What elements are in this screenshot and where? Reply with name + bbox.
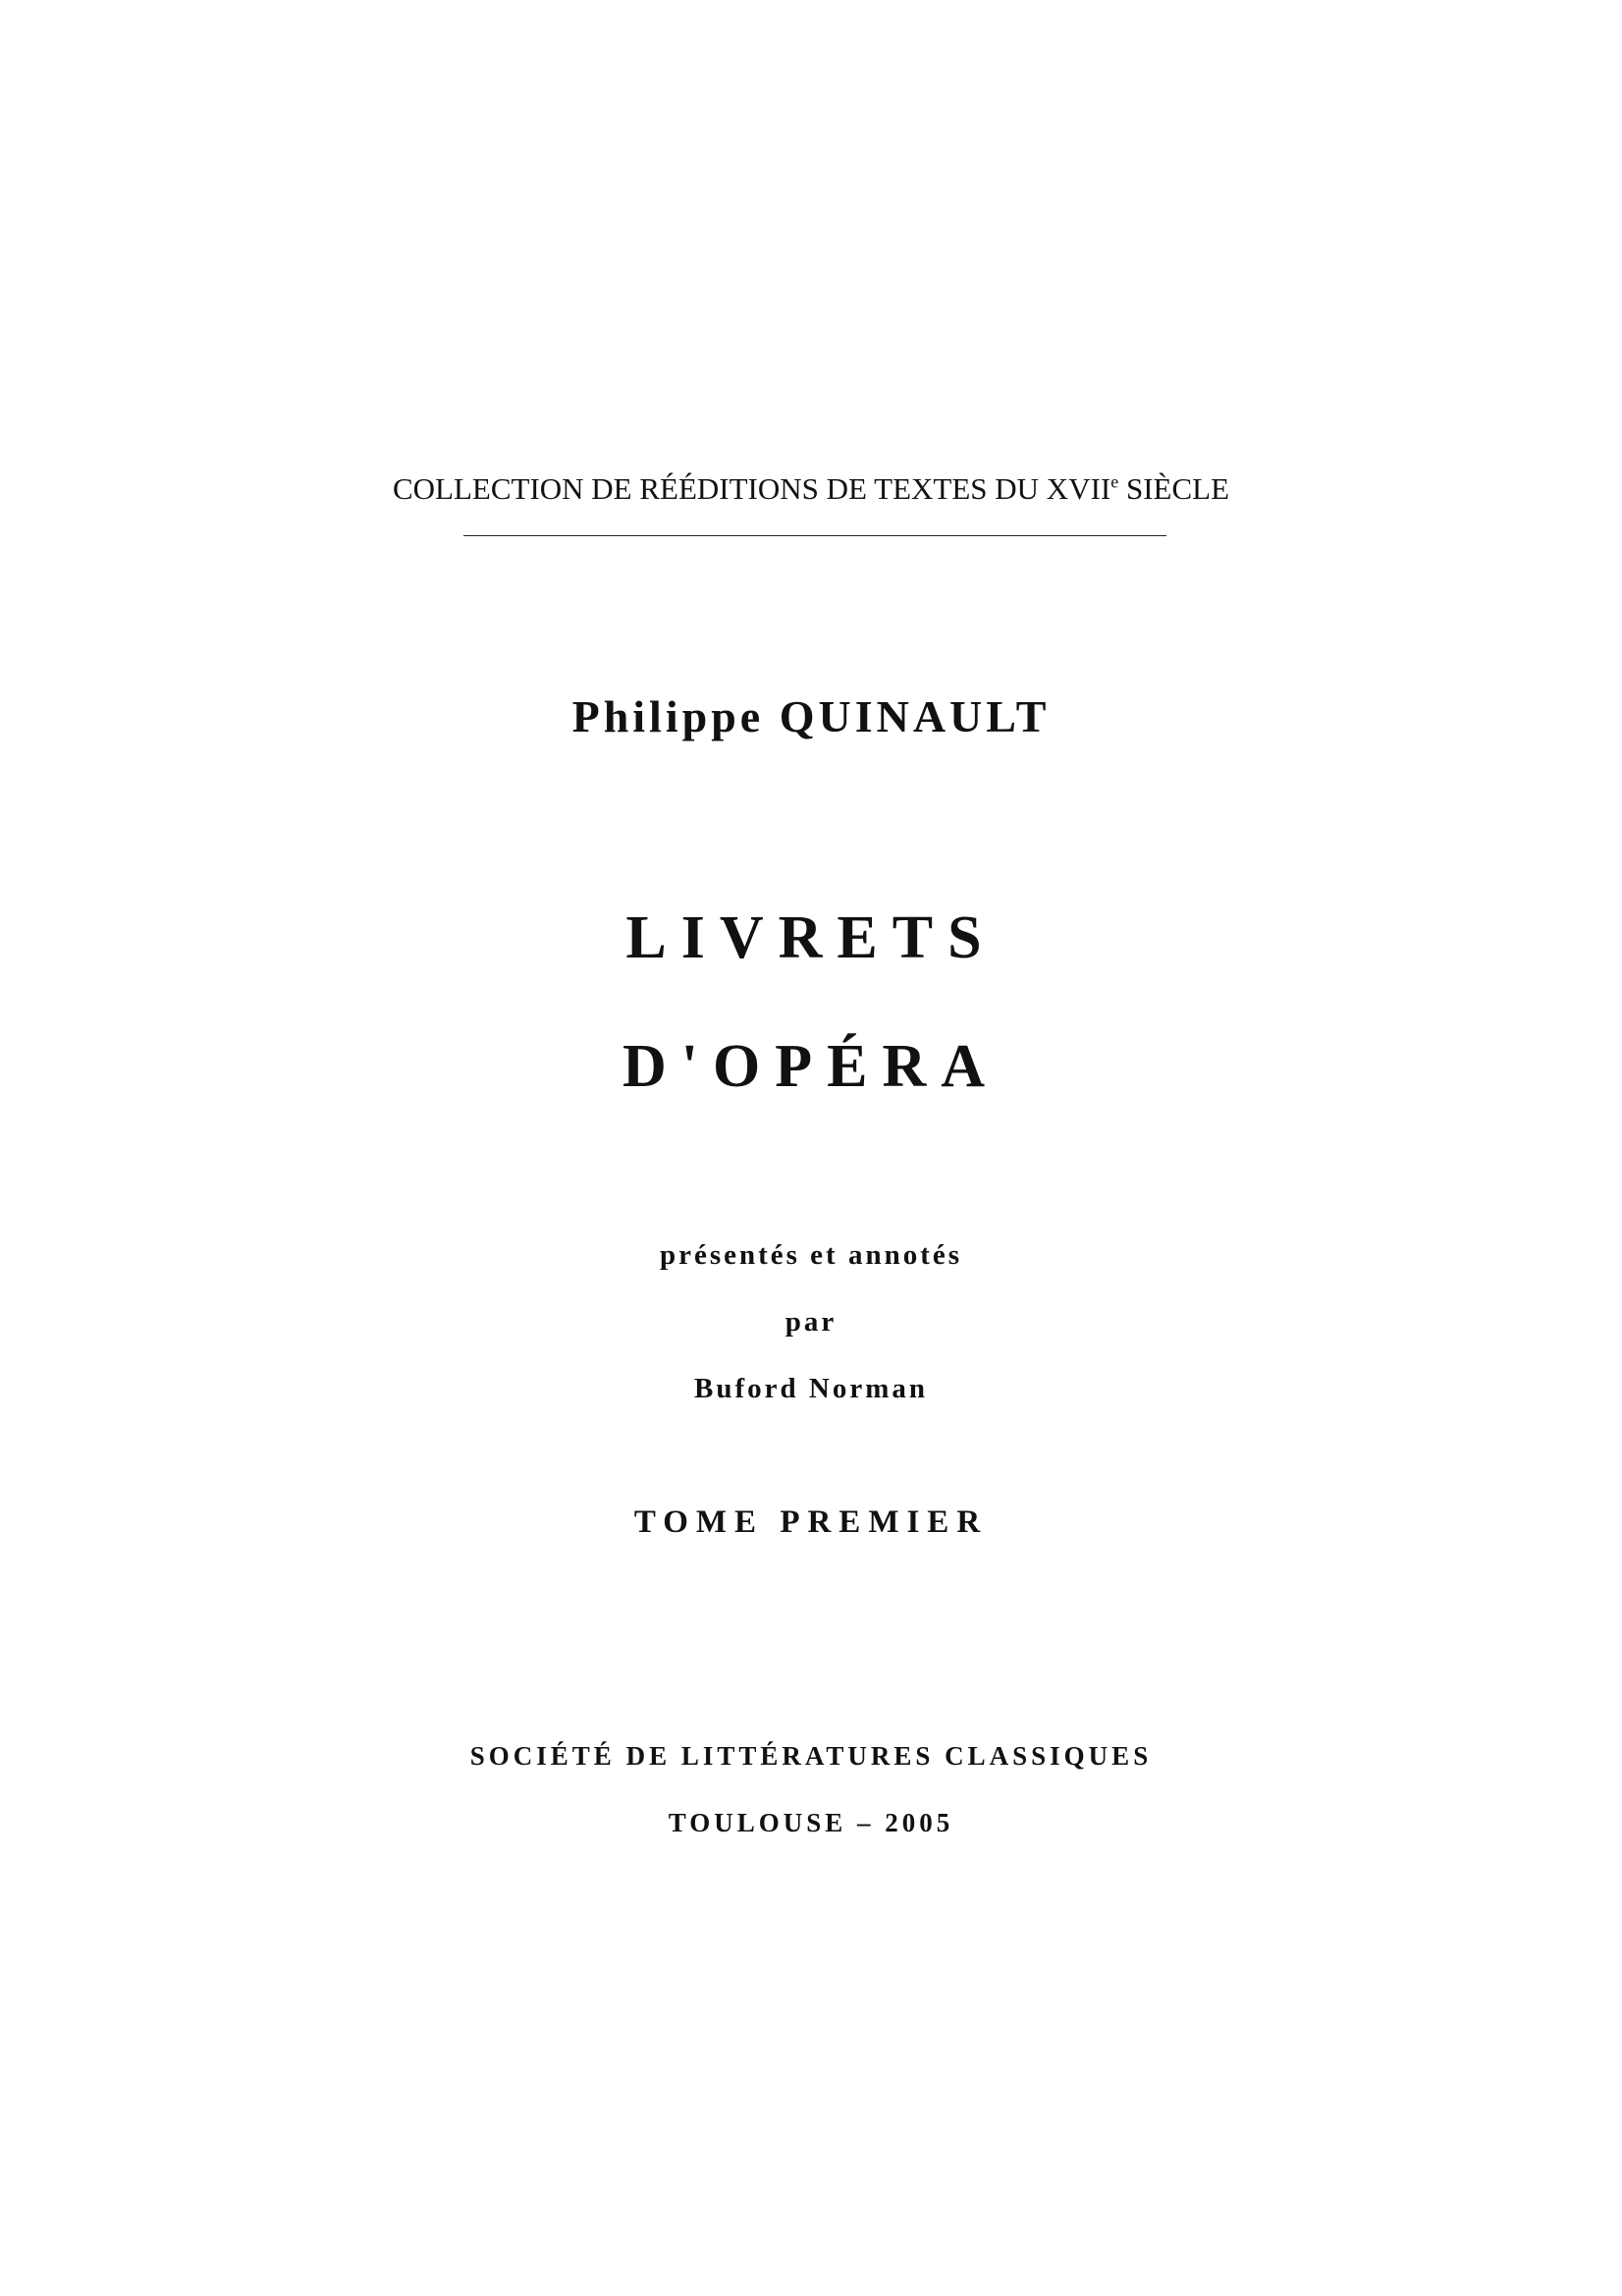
volume-label: TOME PREMIER bbox=[633, 1504, 989, 1540]
book-title-line-1: LIVRETS bbox=[625, 904, 997, 971]
century-superscript: e bbox=[1110, 471, 1119, 492]
publisher-name: SOCIÉTÉ DE LITTÉRATURES CLASSIQUES bbox=[469, 1741, 1153, 1771]
collection-heading bbox=[0, 471, 1622, 507]
place-and-year: TOULOUSE – 2005 bbox=[668, 1808, 954, 1837]
author-name: Philippe QUINAULT bbox=[571, 691, 1051, 741]
collection-heading-tail: SIÈCLE bbox=[1118, 471, 1230, 506]
editor-name: Buford Norman bbox=[694, 1373, 928, 1404]
book-title-line-2: D'OPÉRA bbox=[622, 1033, 1000, 1100]
by-word: par bbox=[784, 1306, 838, 1338]
collection-heading-text: COLLECTION DE RÉÉDITIONS DE TEXTES DU XVII bbox=[392, 471, 1111, 506]
heading-rule bbox=[463, 535, 1166, 536]
presented-and-annotated: présentés et annotés bbox=[659, 1239, 963, 1271]
